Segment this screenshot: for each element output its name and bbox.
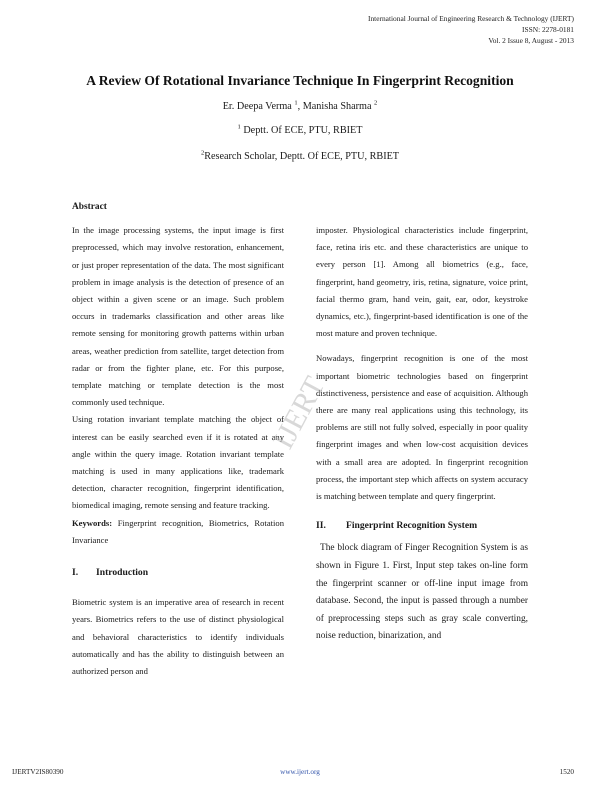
author-1-mark: 1 <box>294 99 298 107</box>
ijert-watermark <box>248 345 368 485</box>
affiliation-1-mark: 1 <box>237 123 241 131</box>
journal-issue: Vol. 2 Issue 8, August - 2013 <box>488 35 574 45</box>
keywords <box>72 515 284 549</box>
affiliation-2-mark: 2 <box>200 149 205 157</box>
journal-name: International Journal of Engineering Research & Technology (IJERT) <box>368 14 574 23</box>
affiliation-2-text: Research Scholar, Deptt. Of ECE, PTU, RBIET <box>204 151 400 162</box>
section-2-paragraph-1: The block diagram of Finger Recognition System is as shown in Figure 1. First, Input step takes on-line form the fingerprint scanner or off-line input image from database. Second, the input is passed through a number of preprocessing steps such as gray scale converting, noise reduction, binarization, and <box>316 543 528 642</box>
abstract-paragraph-2: Using rotation invariant template matching the object of interest can be easily searched even if it is rotated at any angle within the query image. Rotation invariant template matching is used in many applications like, trademark detection, character recognition, fingerprint identification, biomedical imaging, remote sensing and feature tracking. <box>72 414 284 511</box>
author-1: Er. Deepa Verma <box>222 101 292 112</box>
section-2-number: II. <box>316 520 326 532</box>
author-separator: , <box>297 101 303 112</box>
author-line <box>0 101 600 112</box>
keywords-label: Keywords: <box>72 517 113 528</box>
journal-header <box>368 14 574 46</box>
affiliation-2 <box>0 151 600 162</box>
section-2-heading <box>316 517 528 534</box>
right-paragraph-2: Nowadays, fingerprint recognition is one of the most important biometric technologies based on fingerprint distinctiveness, persistence and ease of acquisition. Although there are many real applications using this technology, its problems are still not fully solved, especially in poor quality fingerprint images and when low-cost acquisition devices with a small area are adopted. In fingerprint recognition process, the important step which affects on system accuracy is matching between template and query fingerprint. <box>316 353 528 502</box>
watermark-text: IJERT <box>266 371 332 455</box>
author-2-mark: 2 <box>374 99 378 107</box>
author-2: Manisha Sharma <box>302 101 372 112</box>
intro-paragraph-1: Biometric system is an imperative area of research in recent years. Biometrics refers to the use of distinct physiological and behavioral characteristics to identify individuals automatically and has the ability to distinguish between an authorized person and <box>72 597 284 677</box>
section-1-number: I. <box>72 567 79 579</box>
abstract-paragraph-1: In the image processing systems, the input image is first preprocessed, which may involve restoration, enhancement, or just proper representation of the data. The most significant problem in image analysis is the detection of presence of an object within a given scene or an image. Such problem occurs in trademarks classification and other areas like remote sensing for monitoring growth patterns within urban areas, weather prediction from satellite, target detection from radar or from the fighter plane, etc. For this purpose, template matching or template detection is the most commonly used technique. <box>72 225 284 408</box>
journal-issn: ISSN: 2278-0181 <box>522 24 574 34</box>
affiliation-1 <box>0 125 600 136</box>
right-paragraph-1: imposter. Physiological characteristics include fingerprint, face, retina iris etc. and these characteristics are unique to every person [1]. Among all biometrics (e.g., face, fingerprint, hand geometry, iris, retina, signature, voice print, facial thermo gram, hand vein, gait, ear, odor, keystroke dynamics, etc.), fingerprint-based identification is one of the most mature and proven technique. <box>316 225 528 339</box>
section-2-title: Fingerprint Recognition System <box>346 520 478 532</box>
paper-title: A Review Of Rotational Invariance Technique In Fingerprint Recognition <box>86 73 514 88</box>
section-1-title: Introduction <box>96 567 149 579</box>
affiliation-1-text: Deptt. Of ECE, PTU, RBIET <box>243 125 363 136</box>
keywords-text: Fingerprint recognition, Biometrics, Rotation Invariance <box>72 517 284 545</box>
section-1-heading <box>72 564 284 581</box>
abstract-heading: Abstract <box>72 202 107 212</box>
footer-page-number: 1520 <box>559 768 574 776</box>
footer-url[interactable]: www.ijert.org <box>280 768 320 776</box>
footer-paper-id: IJERTV2IS80390 <box>12 768 64 776</box>
